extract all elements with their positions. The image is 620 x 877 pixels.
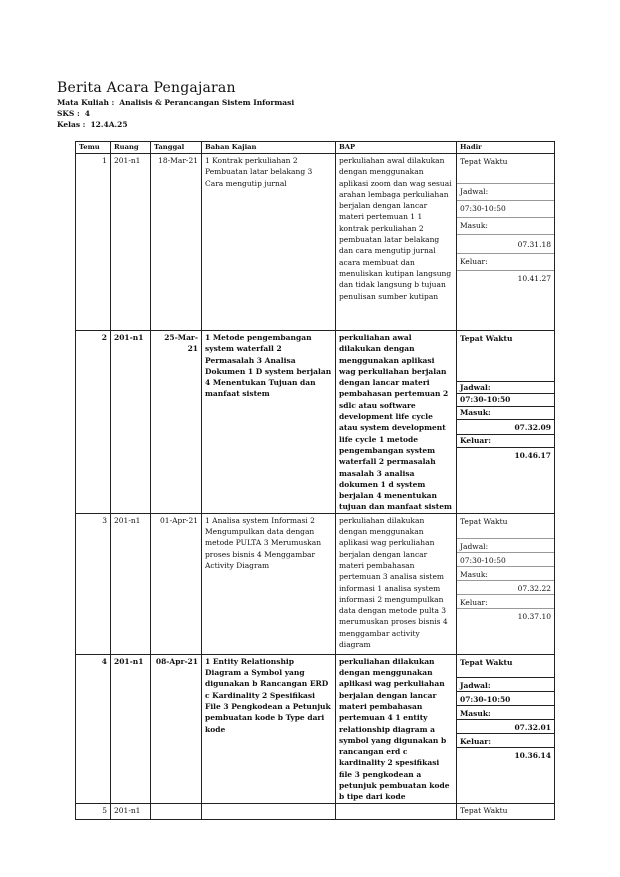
sks-label: SKS : — [57, 109, 80, 118]
keluar-label: Keluar: — [457, 594, 554, 608]
cell-tanggal: 25-Mar-21 — [151, 331, 202, 514]
masuk-label: Masuk: — [457, 406, 554, 419]
masuk-value: 07.32.01 — [457, 719, 554, 733]
header-tanggal: Tanggal — [151, 142, 202, 154]
jadwal-label: Jadwal: — [457, 538, 554, 552]
jadwal-label: Jadwal: — [457, 381, 554, 393]
cell-ruang: 201-n1 — [111, 803, 151, 819]
sks-info — [57, 109, 90, 118]
header-bap: BAP — [336, 142, 457, 154]
jadwal-value: 07:30-10:50 — [457, 552, 554, 566]
cell-ruang: 201-n1 — [111, 513, 151, 654]
masuk-label: Masuk: — [457, 705, 554, 719]
cell-bap: perkuliahan dilakukan dengan menggunakan aplikasi wag perkuliahan berjalan dengan lancar materi pembahasan pertemuan 3 analisa sistem informasi 1 analisa system informasi 2 mengumpulkan data dengan metode pulta 3 merumuskan proses bisnis 4 menggambar activity diagram — [336, 513, 457, 654]
cell-tanggal: 18-Mar-21 — [151, 154, 202, 331]
document-title: Berita Acara Pengajaran — [57, 80, 236, 96]
cell-bahan-kajian: 1 Analisa system Informasi 2 Mengumpulkan data dengan metode PULTA 3 Merumuskan proses bisnis 4 Menggambar Activity Diagram — [202, 513, 336, 654]
course-info — [57, 98, 294, 107]
cell-tanggal: 08-Apr-21 — [151, 654, 202, 803]
cell-bahan-kajian — [202, 803, 336, 819]
jadwal-label: Jadwal: — [457, 183, 554, 200]
jadwal-label: Jadwal: — [457, 677, 554, 691]
cell-tanggal — [151, 803, 202, 819]
header-temu: Temu — [76, 142, 111, 154]
keluar-value: 10.37.10 — [457, 608, 554, 622]
course-value: Analisis & Perancangan Sistem Informasi — [119, 98, 295, 107]
course-label: Mata Kuliah : — [57, 98, 115, 107]
cell-temu: 2 — [76, 331, 111, 514]
table-row — [76, 513, 555, 654]
jadwal-value: 07:30-10:50 — [457, 691, 554, 705]
table-header-row — [76, 142, 555, 154]
cell-tanggal: 01-Apr-21 — [151, 513, 202, 654]
header-bahan-kajian: Bahan Kajian — [202, 142, 336, 154]
cell-bahan-kajian: 1 Metode pengembangan system waterfall 2 Permasalah 3 Analisa Dokumen 1 D system berjalan 4 Menentukan Tujuan dan manfaat sistem — [202, 331, 336, 514]
keluar-label: Keluar: — [457, 733, 554, 747]
cell-ruang: 201-n1 — [111, 154, 151, 331]
cell-hadir: Tepat Waktu — [457, 803, 555, 819]
cell-ruang: 201-n1 — [111, 331, 151, 514]
cell-ruang: 201-n1 — [111, 654, 151, 803]
masuk-value: 07.32.09 — [457, 419, 554, 434]
keluar-value: 10.41.27 — [457, 270, 554, 287]
hadir-status: Tepat Waktu — [460, 657, 513, 667]
attendance-table — [75, 141, 555, 820]
kelas-value: 12.4A.25 — [90, 120, 128, 129]
cell-bap: perkuliahan dilakukan dengan menggunakan aplikasi wag perkuliahan berjalan dengan lancar materi pembahasan pertemuan 4 1 entity relationship diagram a symbol yang digunakan b rancangan erd c kardinality 2 spesifikasi file 3 pengkodean a petunjuk pembuatan kode b tipe dari kode — [336, 654, 457, 803]
cell-temu: 5 — [76, 803, 111, 819]
hadir-status: Tepat Waktu — [460, 334, 513, 343]
hadir-status: Tepat Waktu — [460, 516, 508, 526]
masuk-value: 07.32.22 — [457, 580, 554, 594]
cell-bahan-kajian: 1 Kontrak perkuliahan 2 Pembuatan latar belakang 3 Cara mengutip jurnal — [202, 154, 336, 331]
kelas-info — [57, 120, 128, 129]
table-row — [76, 803, 555, 819]
jadwal-value: 07:30-10:50 — [457, 393, 554, 406]
keluar-value: 10.36.14 — [457, 747, 554, 761]
masuk-value: 07.31.18 — [457, 234, 554, 253]
cell-hadir — [457, 154, 555, 331]
cell-bahan-kajian: 1 Entity Relationship Diagram a Symbol yang digunakan b Rancangan ERD c Kardinality 2 Spesifikasi File 3 Pengkodean a Petunjuk pembuatan kode b Type dari kode — [202, 654, 336, 803]
hadir-status: Tepat Waktu — [460, 157, 508, 166]
table-row — [76, 654, 555, 803]
masuk-label: Masuk: — [457, 566, 554, 580]
cell-bap — [336, 803, 457, 819]
cell-bap: perkuliahan awal dilakukan dengan menggunakan aplikasi zoom dan wag sesuai arahan lembaga perkuliahan berjalan dengan lancar materi pertemuan 1 1 kontrak perkuliahan 2 pembuatan latar belakang dan cara mengutip jurnal acara membuat dan menuliskan kutipan langsung dan tidak langsung b tujuan penulisan sumber kutipan — [336, 154, 457, 331]
cell-hadir — [457, 331, 555, 514]
header-ruang: Ruang — [111, 142, 151, 154]
cell-temu: 4 — [76, 654, 111, 803]
cell-bap: perkuliahan awal dilakukan dengan menggunakan aplikasi wag perkuliahan berjalan dengan lancar materi pembahasan pertemuan 2 sdlc atau software development life cycle atau system development life cycle 1 metode pengembangan system waterfall 2 permasalah masalah 3 analisa dokumen 1 d system berjalan 4 menentukan tujuan dan manfaat sistem — [336, 331, 457, 514]
jadwal-value: 07:30-10:50 — [457, 200, 554, 217]
masuk-label: Masuk: — [457, 217, 554, 234]
table-row — [76, 154, 555, 331]
sks-value: 4 — [84, 109, 90, 118]
kelas-label: Kelas : — [57, 120, 86, 129]
cell-hadir — [457, 654, 555, 803]
keluar-label: Keluar: — [457, 434, 554, 447]
cell-temu: 1 — [76, 154, 111, 331]
table-row — [76, 331, 555, 514]
cell-temu: 3 — [76, 513, 111, 654]
keluar-label: Keluar: — [457, 253, 554, 270]
keluar-value: 10.46.17 — [457, 447, 554, 462]
header-hadir: Hadir — [457, 142, 555, 154]
cell-hadir — [457, 513, 555, 654]
